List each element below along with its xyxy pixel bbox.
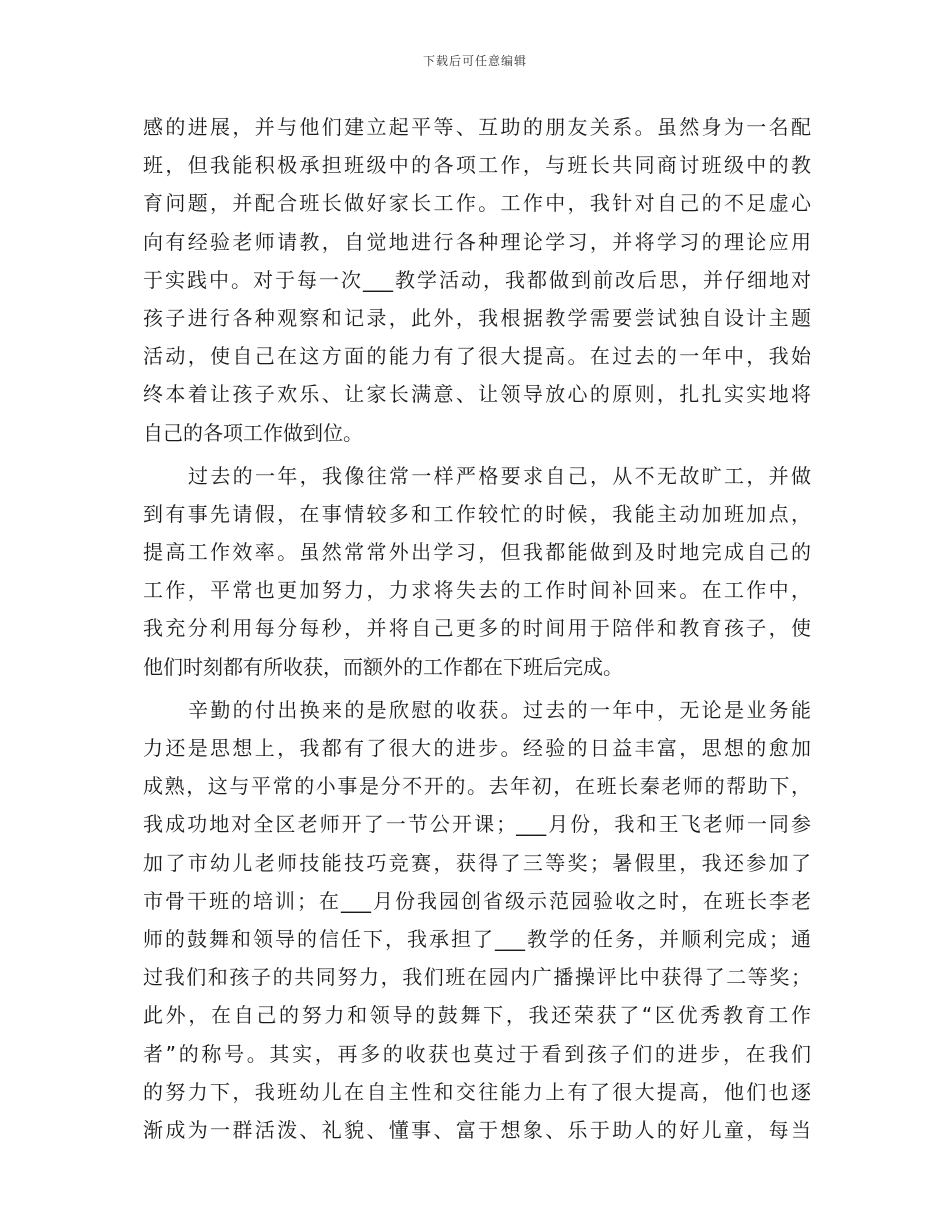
text-line: 自己的各项工作做到位。 [143,420,363,445]
text-line: 提高工作效率。虽然常常外出学习，但我都能做到及时地完成自己的 [143,540,811,565]
text-line: 于实践中。对于每一次___教学活动，我都做到前改后思，并仔细地对 [143,267,811,292]
text-line: 过我们和孩子的共同努力，我们班在园内广播操评比中获得了二等奖； [143,965,811,990]
text-line: 工作，平常也更加努力，力求将失去的工作时间补回来。在工作中， [143,578,811,603]
text-line: 向有经验老师请教，自觉地进行各种理论学习，并将学习的理论应用 [143,229,811,254]
text-line: 感的进展，并与他们建立起平等、互助的朋友关系。虽然身为一名配 [143,115,811,139]
page-header: 下载后可任意编辑 [422,54,527,68]
text-line: 我充分利用每分每秒，并将自己更多的时间用于陪伴和教育孩子，使 [143,616,811,641]
text-line: 力还是思想上，我都有了很大的进步。经验的日益丰富，思想的愈加 [143,736,811,760]
text-line: 加了市幼儿老师技能技巧竞赛，获得了三等奖；暑假里，我还参加了 [143,850,811,875]
text-line: 者”的称号。其实，再多的收获也莫过于看到孩子们的进步，在我们 [143,1041,811,1066]
paragraph [143,691,811,1149]
text-line: 他们时刻都有所收获，而额外的工作都在下班后完成。 [143,654,623,679]
text-line: 过去的一年，我像往常一样严格要求自己，从不无故旷工，并做 [188,463,811,488]
text-line: 孩子进行各种观察和记录，此外，我根据教学需要尝试独自设计主题 [143,305,811,330]
paragraph [143,457,811,686]
text-line: 此外，在自己的努力和领导的鼓舞下，我还荣获了“区优秀教育工作 [143,1003,811,1028]
text-line: 班，但我能积极承担班级中的各项工作，与班长共同商讨班级中的教 [143,153,811,178]
text-line: 终本着让孩子欢乐、让家长满意、让领导放心的原则，扎扎实实地将 [143,382,811,407]
text-line: 我成功地对全区老师开了一节公开课；___月份，我和王飞老师一同参 [143,812,811,837]
text-line: 的努力下，我班幼儿在自主性和交往能力上有了很大提高，他们也逐 [143,1079,811,1104]
document-body [143,108,811,1149]
text-line: 育问题，并配合班长做好家长工作。工作中，我针对自己的不足虚心 [143,191,811,216]
text-line: 师的鼓舞和领导的信任下，我承担了___教学的任务，并顺利完成；通 [143,926,811,951]
paragraph [143,108,811,452]
text-line: 市骨干班的培训；在___月份我园创省级示范园验收之时，在班长李老 [143,888,811,913]
text-line: 到有事先请假，在事情较多和工作较忙的时候，我能主动加班加点， [143,501,811,526]
text-line: 成熟，这与平常的小事是分不开的。去年初，在班长秦老师的帮助下， [143,774,811,799]
text-line: 活动，使自己在这方面的能力有了很大提高。在过去的一年中，我始 [143,344,811,369]
text-line: 辛勤的付出换来的是欣慰的收获。过去的一年中，无论是业务能 [188,697,811,722]
text-line: 渐成为一群活泼、礼貌、懂事、富于想象、乐于助人的好儿童，每当 [143,1117,811,1142]
